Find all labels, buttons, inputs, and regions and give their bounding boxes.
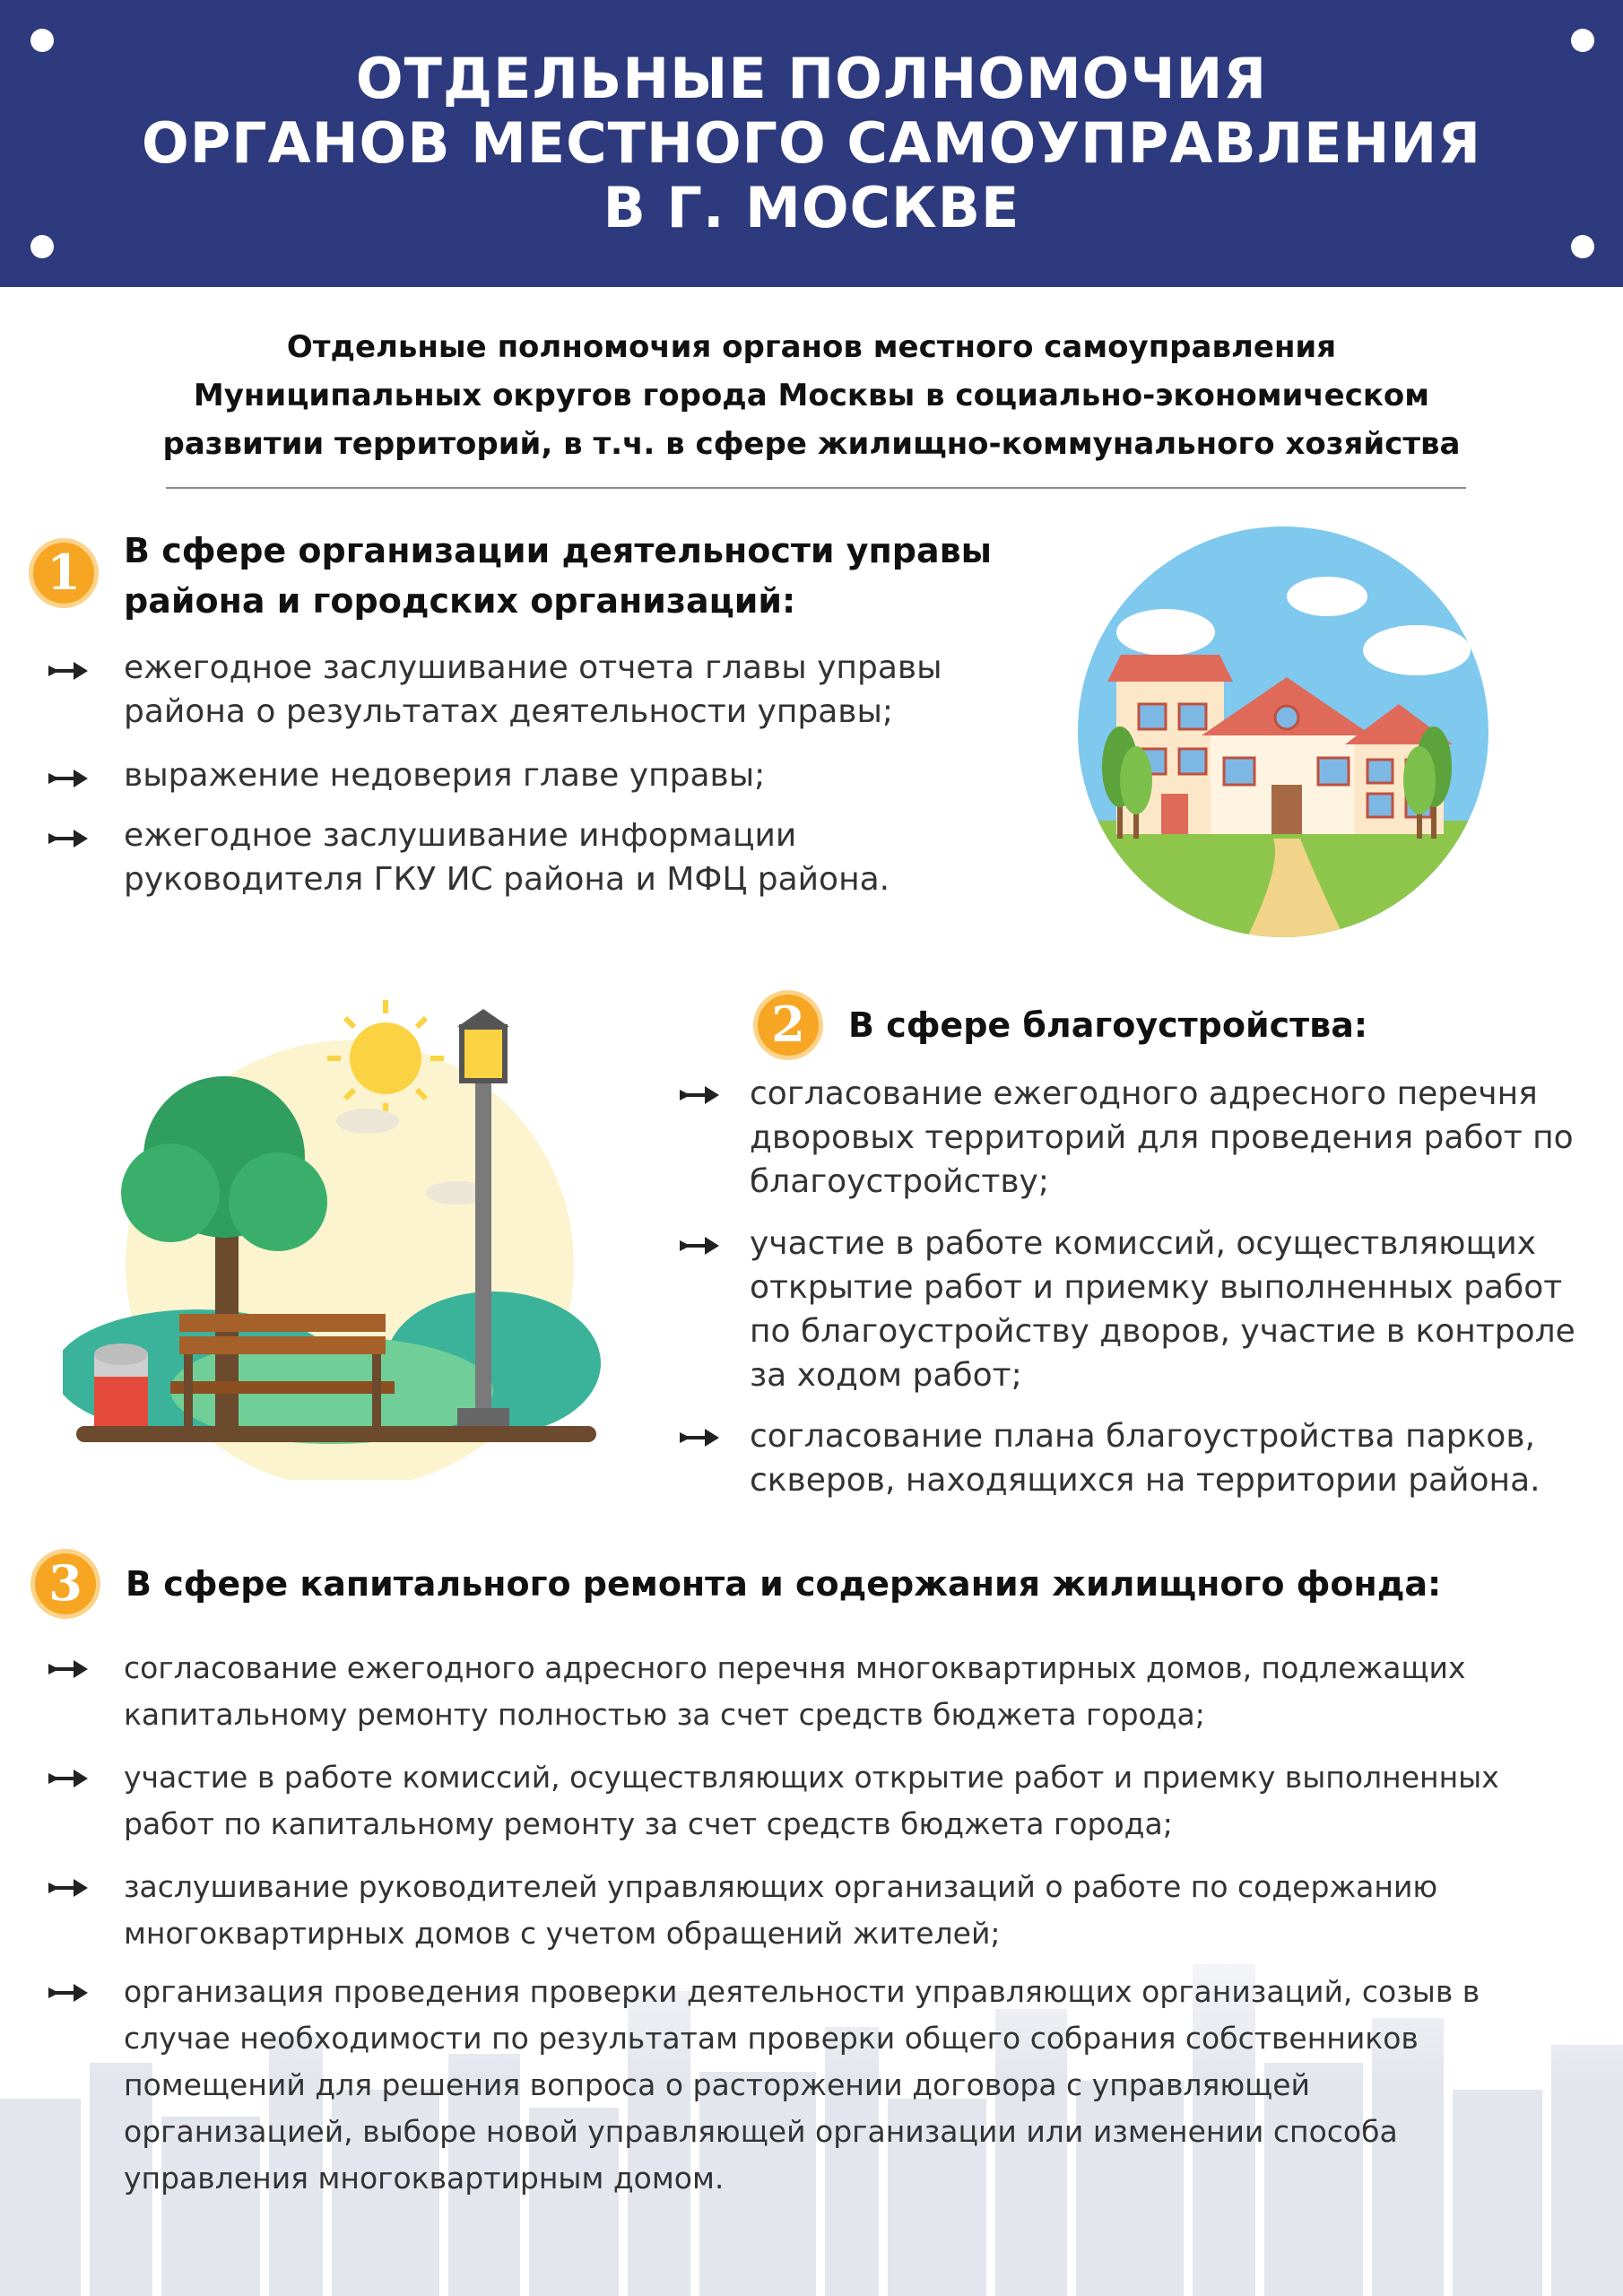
list-item xyxy=(124,813,1020,901)
list-item-line: благоустройству; xyxy=(750,1163,1049,1200)
page-title-line: ОТДЕЛЬНЫЕ ПОЛНОМОЧИЯ xyxy=(355,46,1268,111)
list-item xyxy=(750,1414,1610,1502)
section-title xyxy=(126,1559,1560,1609)
section-number-badge: 1 xyxy=(29,538,99,608)
arrow-right-icon xyxy=(47,1765,90,1792)
list-item xyxy=(124,753,1020,797)
list-item-line: организация проведения проверки деятельности управляющих организаций, созыв в xyxy=(124,1974,1480,2009)
section-title-line: В сфере капитального ремонта и содержания жилищного фонда: xyxy=(126,1564,1442,1604)
list-item-line: дворовых территорий для проведения работ по xyxy=(750,1119,1574,1156)
list-item-line: заслушивание руководителей управляющих организаций о работе по содержанию xyxy=(124,1869,1438,1904)
list-item-line: района о результатах деятельности управы; xyxy=(124,693,894,730)
section-title xyxy=(124,526,1020,626)
list-item-line: помещений для решения вопроса о расторжении договора с управляющей xyxy=(124,2067,1310,2102)
arrow-right-icon xyxy=(678,1232,721,1259)
page-title xyxy=(0,47,1623,240)
list-item-line: согласование плана благоустройства парков, xyxy=(750,1418,1535,1455)
arrow-right-icon xyxy=(678,1424,721,1451)
arrow-right-icon xyxy=(47,765,90,792)
list-item-line: выражение недоверия главе управы; xyxy=(124,757,766,794)
list-item-line: случае необходимости по результатам проверки общего собрания собственников xyxy=(124,2021,1419,2056)
arrow-right-icon xyxy=(47,1979,90,2006)
subtitle-line: развитии территорий, в т.ч. в сфере жилищно-коммунального хозяйства xyxy=(162,426,1461,462)
arrow-right-icon xyxy=(47,1656,90,1683)
divider xyxy=(166,487,1466,489)
list-item-line: управления многоквартирным домом. xyxy=(124,2161,725,2196)
list-item-line: руководителя ГКУ ИС района и МФЦ района. xyxy=(124,861,890,898)
list-item xyxy=(124,1645,1594,1738)
section-title xyxy=(848,1000,1566,1050)
section-title-line: В сфере благоустройства: xyxy=(848,1005,1368,1045)
list-item-line: работ по капитальному ремонту за счет средств бюджета города; xyxy=(124,1806,1173,1841)
section-number-badge: 2 xyxy=(753,990,823,1060)
list-item-line: открытие работ и приемку выполненных работ xyxy=(750,1269,1563,1306)
list-item-line: скверов, находящихся на территории района. xyxy=(750,1462,1541,1499)
list-item xyxy=(750,1222,1610,1397)
list-item xyxy=(124,646,1020,734)
list-item xyxy=(124,1969,1594,2202)
list-item-line: организацией, выборе новой управляющей организации или изменении способа xyxy=(124,2114,1398,2149)
park-illustration xyxy=(63,978,619,1480)
list-item xyxy=(750,1072,1610,1204)
page-title-line: ОРГАНОВ МЕСТНОГО САМОУПРАВЛЕНИЯ xyxy=(142,110,1481,176)
houses-illustration xyxy=(1076,525,1490,939)
arrow-right-icon xyxy=(47,657,90,684)
section-number-badge: 3 xyxy=(30,1549,100,1619)
subtitle xyxy=(72,323,1551,468)
list-item-line: участие в работе комиссий, осуществляющих xyxy=(750,1225,1537,1262)
section-title-line: района и городских организаций: xyxy=(124,581,796,621)
subtitle-line: Отдельные полномочия органов местного самоуправления xyxy=(286,329,1337,365)
list-item-line: по благоустройству дворов, участие в контроле xyxy=(750,1313,1575,1350)
page-title-line: В Г. МОСКВЕ xyxy=(603,175,1020,240)
list-item-line: согласование ежегодного адресного перечня xyxy=(750,1075,1538,1112)
list-item xyxy=(124,1754,1594,1848)
arrow-right-icon xyxy=(678,1082,721,1109)
list-item-line: за ходом работ; xyxy=(750,1357,1022,1394)
header-banner xyxy=(0,0,1623,287)
list-item-line: ежегодное заслушивание отчета главы управы xyxy=(124,649,942,686)
list-item-line: участие в работе комиссий, осуществляющих открытие работ и приемку выполненных xyxy=(124,1760,1499,1795)
list-item xyxy=(124,1864,1594,1957)
arrow-right-icon xyxy=(47,825,90,852)
arrow-right-icon xyxy=(47,1874,90,1901)
subtitle-line: Муниципальных округов города Москвы в социально-экономическом xyxy=(193,378,1430,413)
section-title-line: В сфере организации деятельности управы xyxy=(124,531,993,570)
list-item-line: капитальному ремонту полностью за счет средств бюджета города; xyxy=(124,1697,1205,1732)
list-item-line: многоквартирных домов с учетом обращений жителей; xyxy=(124,1916,1001,1951)
list-item-line: ежегодное заслушивание информации xyxy=(124,817,797,854)
list-item-line: согласование ежегодного адресного перечня многоквартирных домов, подлежащих xyxy=(124,1650,1466,1685)
